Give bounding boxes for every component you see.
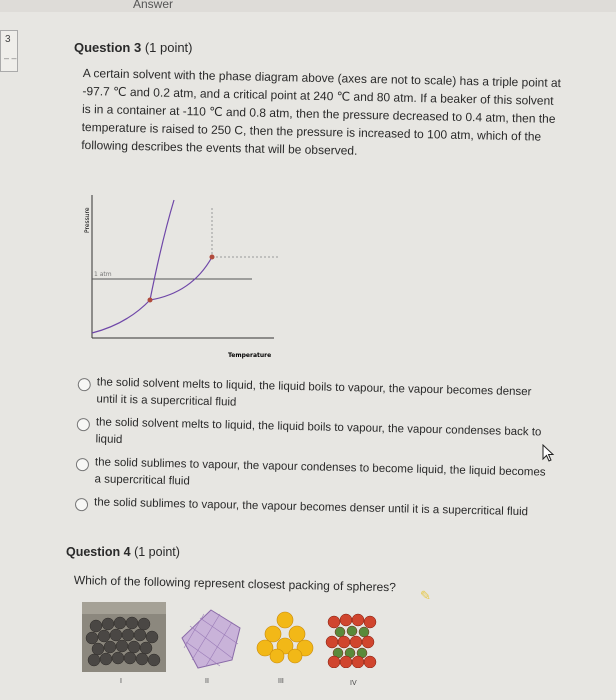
packing-image-4-label: IV	[350, 680, 357, 687]
question-4-title	[66, 545, 180, 559]
answer-label: Answer	[133, 0, 174, 11]
option-1[interactable]	[77, 374, 548, 419]
mouse-pointer-icon	[541, 444, 557, 464]
packing-image-2-label: II	[205, 678, 209, 685]
option-1-text: the solid solvent melts to liquid, the liquid boils to vapour, the vapour becomes denser until it is a supercritical fluid	[96, 376, 532, 409]
option-4-text: the solid sublimes to vapour, the vapour becomes denser until it is a supercritical fluid	[93, 496, 529, 519]
packing-image-1-label: I	[120, 678, 122, 685]
option-2-text: the solid solvent melts to liquid, the liquid boils to vapour, the vapour condenses back to liquid	[95, 416, 542, 447]
critical-point-marker	[210, 255, 215, 260]
x-axis-label: Temperature	[228, 352, 272, 359]
one-atm-label: 1 atm	[94, 271, 112, 278]
yellow-highlight-mark: ✎	[420, 588, 431, 603]
question-4-points: (1 point)	[134, 545, 180, 559]
option-3-radio[interactable]	[76, 458, 89, 471]
packing-image-2	[180, 608, 242, 670]
question-4-body: Which of the following represent closest packing of spheres?	[73, 573, 397, 595]
question-3-points: (1 point)	[144, 40, 193, 55]
question-3-title	[74, 40, 193, 55]
y-axis-label: Pressure	[84, 207, 91, 233]
sublimation-curve	[92, 300, 150, 333]
question-3-body: A certain solvent with the phase diagram above (axes are not to scale) has a triple point at -97.7 ℃ and 0.2 atm, and a critical point at 240 ℃ and 80 atm. If a beaker of this solvent is in a container at -110 ℃ and 0.8 atm, then the pressure decreased to 0.4 atm, then the temperature is raised to 250 C, then the pressure is increased to 100 atm, which of the following describes the events that will be observed.	[81, 65, 562, 158]
option-4[interactable]	[75, 494, 545, 522]
option-3[interactable]	[75, 454, 546, 499]
question-4-title-text: Question 4	[66, 545, 131, 559]
option-2-radio[interactable]	[77, 418, 90, 431]
answer-options	[75, 374, 548, 528]
question-number-box[interactable]	[0, 30, 18, 72]
packing-image-4	[322, 612, 382, 668]
triple-point-marker	[148, 298, 153, 303]
question-number: 3	[5, 34, 11, 45]
top-header-bar	[0, 0, 616, 12]
option-4-radio[interactable]	[75, 498, 88, 511]
question-number-dash: – –	[4, 53, 17, 63]
packing-image-1	[82, 602, 166, 672]
phase-diagram	[82, 190, 282, 365]
option-3-text: the solid sublimes to vapour, the vapour condenses to become liquid, the liquid becomes a supercritical fluid	[94, 456, 546, 488]
packing-image-3	[255, 608, 315, 664]
question-3-title-text: Question 3	[74, 40, 142, 55]
option-1-radio[interactable]	[78, 378, 91, 391]
option-2[interactable]	[76, 414, 547, 459]
melting-curve	[150, 200, 174, 300]
packing-image-3-label: III	[278, 678, 284, 685]
